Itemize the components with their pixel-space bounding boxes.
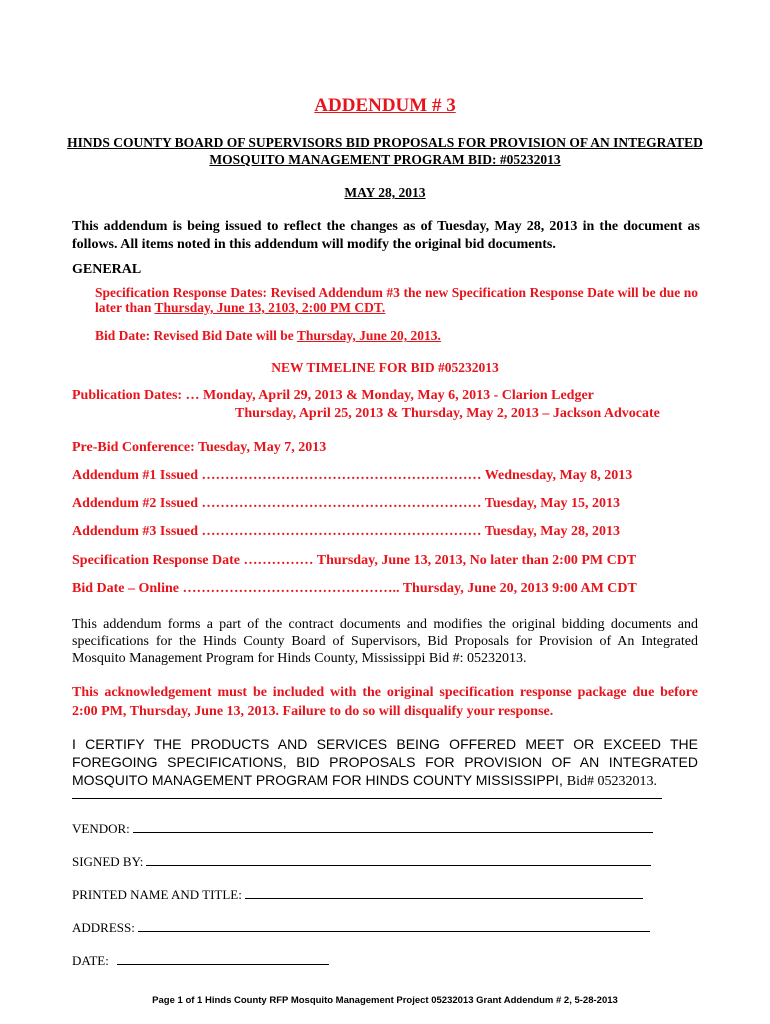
timeline-addendum-1: Addendum #1 Issued …………………………………………………… Wednesday, May 8, 2013: [72, 468, 633, 483]
timeline-publication-1: Publication Dates: … Monday, April 29, 2013 & Monday, May 6, 2013 - Clarion Ledger: [72, 388, 594, 403]
timeline-spec-response-date: Specification Response Date …………… Thursday, June 13, 2013, No later than 2:00 PM CDT: [72, 553, 637, 568]
signed-by-field[interactable]: [72, 853, 651, 870]
certification-bid-number: Bid# 05232013.: [566, 774, 657, 789]
timeline-prebid: Pre-Bid Conference: Tuesday, May 7, 2013: [72, 440, 327, 455]
printed-name-field[interactable]: [72, 886, 643, 903]
timeline-addendum-3: Addendum #3 Issued …………………………………………………… Tuesday, May 28, 2013: [72, 524, 621, 539]
date-label: DATE:: [72, 953, 109, 968]
vendor-field[interactable]: [72, 820, 653, 837]
page-footer: Page 1 of 1 Hinds County RFP Mosquito Management Project 05232013 Grant Addendum # 2, 5-28-2013: [152, 995, 618, 1006]
addendum-date: MAY 28, 2013: [344, 185, 426, 200]
date-blank[interactable]: [117, 952, 329, 965]
certification-paragraph: [72, 735, 698, 791]
printed-name-label: PRINTED NAME AND TITLE:: [72, 887, 242, 902]
address-label: ADDRESS:: [72, 920, 135, 935]
document-heading: HINDS COUNTY BOARD OF SUPERVISORS BID PROPOSALS FOR PROVISION OF AN INTEGRATED MOSQUITO MANAGEMENT PROGRAM BID: #05232013: [67, 135, 703, 167]
general-label: GENERAL: [72, 262, 142, 277]
addendum-title: ADDENDUM # 3: [314, 95, 456, 116]
bid-date-text: Bid Date: Revised Bid Date will be: [95, 328, 297, 343]
bid-date-revision: [95, 328, 441, 344]
spec-response-date: Thursday, June 13, 2103, 2:00 PM CDT.: [154, 300, 386, 315]
address-field[interactable]: [72, 919, 650, 936]
intro-paragraph: This addendum is being issued to reflect the changes as of Tuesday, May 28, 2013 in the document as follows. All items noted in this addendum will modify the original bid documents.: [72, 219, 700, 252]
timeline-addendum-2: Addendum #2 Issued …………………………………………………… Tuesday, May 15, 2013: [72, 496, 621, 511]
timeline-heading: NEW TIMELINE FOR BID #05232013: [271, 360, 499, 375]
timeline-bid-date-online: Bid Date – Online ……………………………………….. Thursday, June 20, 2013 9:00 AM CDT: [72, 581, 637, 596]
date-field[interactable]: [72, 952, 329, 969]
contract-paragraph: This addendum forms a part of the contract documents and modifies the original bidding documents and specifications for the Hinds County Board of Supervisors, Bid Proposals for Provision of An Integrated Mosquito Management Program for Hinds County, Mississippi Bid #: 05232013.: [72, 617, 698, 666]
signature-rule: [72, 798, 662, 799]
spec-response-revision: [95, 285, 698, 315]
signed-by-blank[interactable]: [146, 853, 651, 866]
timeline-publication-2: Thursday, April 25, 2013 & Thursday, May 2, 2013 – Jackson Advocate: [235, 406, 660, 421]
vendor-label: VENDOR:: [72, 821, 130, 836]
certification-text: I CERTIFY THE PRODUCTS AND SERVICES BEING OFFERED MEET OR EXCEED THE FOREGOING SPECIFICATIONS, BID PROPOSALS FOR PROVISION OF AN INTEGRATED MOSQUITO MANAGEMENT PROGRAM FOR HINDS COUNTY MISSISSIPPI,: [72, 736, 698, 788]
printed-name-blank[interactable]: [245, 886, 643, 899]
spec-response-text: Specification Response Dates: Revised Addendum #3 the new Specification Response Date will be due no later than: [95, 285, 698, 315]
vendor-blank[interactable]: [133, 820, 653, 833]
address-blank[interactable]: [138, 919, 650, 932]
acknowledgement-paragraph: This acknowledgement must be included with the original specification response package due before 2:00 PM, Thursday, June 13, 2013. Failure to do so will disqualify your response.: [72, 685, 698, 719]
bid-date-value: Thursday, June 20, 2013.: [296, 328, 441, 343]
signed-by-label: SIGNED BY:: [72, 854, 144, 869]
